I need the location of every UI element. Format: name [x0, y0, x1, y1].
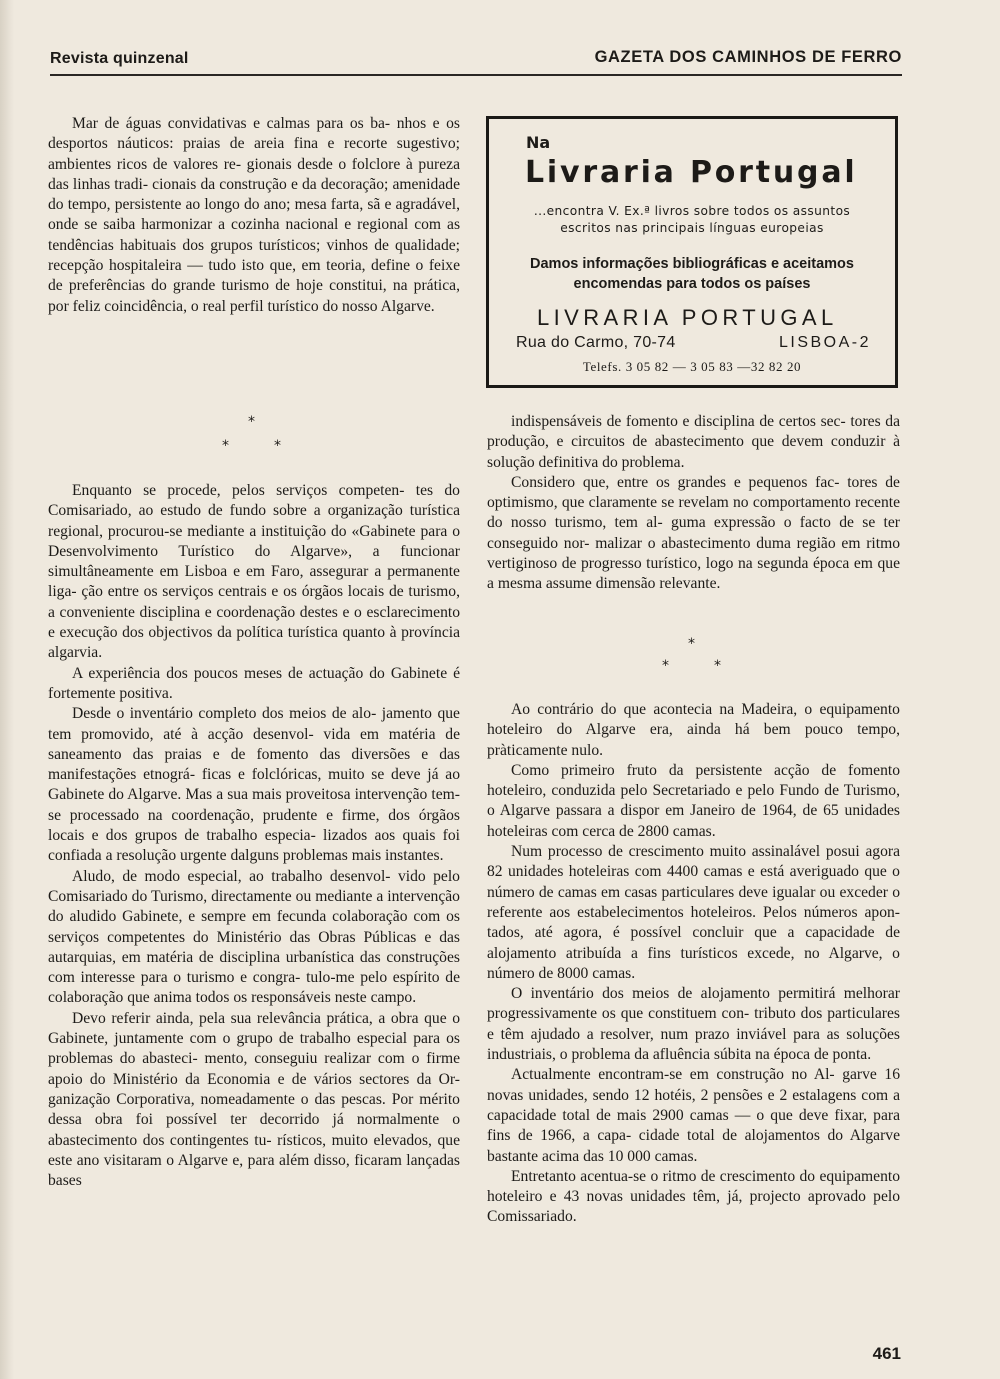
- text-line: época em que a mesma assume dimensão relevante.: [487, 555, 900, 593]
- paragraph: [487, 473, 900, 595]
- paragraph: [487, 984, 900, 1065]
- text-line: Algarve e, para além disso, ficaram lançadas bases: [48, 1151, 460, 1190]
- text-line: Por mérito dessa obra foi possível ter decorrido já: [48, 1090, 460, 1129]
- text-line: tores de optimismo, que claramente se revelam no: [487, 473, 900, 512]
- text-line: em Janeiro de 1964, de 65 unidades hoteleiras com: [487, 802, 900, 840]
- text-line: e está averiguado que o número de camas em casas: [487, 863, 900, 901]
- text-line: cerca de 2800 camas.: [582, 822, 716, 840]
- bookstore-advert: [486, 116, 898, 388]
- text-line: fomento das diversões e das manifestações etnográ-: [48, 745, 461, 784]
- text-line: dos órgãos locais e dos grupos de trabalho especia-: [48, 806, 460, 845]
- text-line: guma expressão o facto de se ter conseguido nor-: [487, 514, 900, 552]
- text-line: nacional e regional com as tendências habituais dos: [48, 216, 461, 254]
- text-line: tores da produção, e circuitos de abastecimento que: [487, 413, 900, 451]
- text-line: fomento hoteleiro, conduzida pelo Secretariado e: [487, 761, 900, 800]
- text-line: num prazo inviável para as soluções industriais, o: [487, 1025, 900, 1064]
- advert-phones: Telefs. 3 05 82 — 3 05 83 —32 82 20: [582, 359, 802, 374]
- separator-star: *: [222, 438, 229, 454]
- advert-na: Na: [526, 133, 551, 152]
- text-line: garve 16 novas unidades, sendo 12 hotéis, 2 pensões: [487, 1066, 900, 1104]
- text-line: malizar o abastecimento duma região em ritmo: [595, 534, 900, 552]
- text-line: Gabinete é fortemente positiva.: [48, 664, 461, 702]
- text-line: e recorte sugestivo; ambientes ricos de valores re-: [48, 135, 460, 173]
- text-line: estabelecimentos hoteleiros. Pelos números apon-: [577, 903, 900, 921]
- text-line: nhos e os desportos náuticos: praias de areia fina: [48, 115, 461, 153]
- text-line: A experiência dos poucos meses de actuação do: [72, 664, 385, 682]
- text-line: camas — o que deve fixar, para fins de 1966, a capa-: [487, 1106, 900, 1145]
- text-line: Considero que, entre os grandes e pequenos fac-: [511, 473, 840, 491]
- section-separator-left: [214, 414, 294, 454]
- paragraph: [487, 1167, 900, 1228]
- text-line: gionais desde o folclore à pureza das linhas tradi-: [48, 155, 460, 193]
- text-line: a instituição do «Gabinete para o Desenvolvimento: [48, 522, 460, 560]
- text-line: e 2 estalagens com a capacidade total de mais 2900: [487, 1086, 900, 1124]
- text-line: pouco tempo, pràticamente nulo.: [487, 721, 900, 759]
- text-line: destes e o esclarecimento e execução dos objectivos: [48, 603, 460, 642]
- text-line: tributo dos particulares e têm ajudado a resolver,: [487, 1005, 900, 1043]
- text-line: O inventário dos meios de alojamento permitirá: [511, 985, 836, 1003]
- paragraph: [48, 664, 460, 705]
- text-line: problema da afluência súbita na época de ponta.: [571, 1046, 872, 1064]
- text-line: construções com interesse para o turismo e congra-: [48, 948, 460, 987]
- advert-line-4: encomendas para todos os países: [573, 276, 811, 292]
- advert-title: Livraria Portugal: [525, 155, 858, 190]
- text-line: ganização Corporativa, nomeadamente o das pescas.: [48, 1090, 386, 1108]
- text-line: normalmente o abastecimento dos contingentes tu-: [48, 1111, 460, 1149]
- separator-star: *: [274, 438, 281, 454]
- text-line: na prática, por feliz coincidência, o real perfil: [48, 277, 460, 315]
- paragraph: [487, 761, 900, 842]
- paragraph: [487, 700, 900, 761]
- text-line: organização turística regional, procurou-se mediante: [48, 502, 460, 540]
- text-line: indispensáveis de fomento e disciplina de certos sec-: [511, 413, 846, 430]
- paragraph: [48, 704, 460, 866]
- running-header: [50, 46, 902, 72]
- text-line: grupos turísticos; vinhos de qualidade; recepção: [48, 236, 460, 275]
- text-line: Devo referir ainda, pela sua relevância prática,: [72, 1009, 373, 1027]
- text-line: vertiginoso de progresso turístico, logo na segunda: [487, 555, 809, 573]
- text-line: hospitaleira — tudo isto que, em teoria, define o feixe: [108, 257, 460, 275]
- separator-star: *: [248, 414, 255, 430]
- text-line: vida em matéria de saneamento das praias e de: [48, 725, 460, 763]
- text-line: posui agora 82 unidades hoteleiras com 4400 camas: [487, 843, 900, 881]
- header-right: GAZETA DOS CAMINHOS DE FERRO: [594, 48, 902, 66]
- left-column-body: [48, 481, 460, 1191]
- advert-line-2: escritos nas principais línguas europeias: [560, 221, 824, 235]
- text-line: equipamento hoteleiro do Algarve era, ainda há bem: [487, 701, 900, 739]
- text-line: Desde o inventário completo dos meios de alo-: [72, 705, 377, 723]
- text-line: Turístico do Algarve», a funcionar simultâneamente: [48, 542, 460, 581]
- paragraph: [48, 481, 460, 664]
- text-line: Como primeiro fruto da persistente acção de: [511, 761, 837, 779]
- left-column-intro: [48, 114, 460, 317]
- advert-address: Rua do Carmo, 70-74: [516, 334, 676, 351]
- text-line: rísticos, muito elevados, que este ano visitaram o: [48, 1131, 460, 1169]
- text-line: cionais da construção e da decoração; amenidade: [152, 175, 460, 193]
- text-line: turístico do nosso Algarve.: [267, 297, 435, 315]
- paragraph: [487, 842, 900, 984]
- text-line: devem conduzir à solução definitiva do problema.: [487, 433, 900, 471]
- advert-city: LISBOA-2: [778, 334, 871, 351]
- text-line: de alojamento atribuída a fins turísticos excede,: [487, 924, 900, 962]
- text-line: de turismo, a conveniente disciplina e coordenação: [48, 583, 460, 621]
- text-line: da política turística quanto à província algarvia.: [48, 624, 460, 662]
- text-line: Actualmente encontram-se em construção no Al-: [511, 1066, 835, 1084]
- page-number: 461: [872, 1344, 901, 1363]
- text-line: tem-se processado na coordenação, prudente e firme,: [48, 786, 460, 824]
- text-line: equipamento hoteleiro e 43 novas unidades têm,: [487, 1167, 900, 1206]
- text-line: Entretanto acentua-se o ritmo de crescimento do: [511, 1167, 816, 1185]
- text-line: Num processo de crescimento muito assinalável: [511, 843, 821, 861]
- paragraph: [487, 412, 900, 473]
- text-line: ção entre os serviços centrais e os órgãos locais: [81, 583, 385, 601]
- paragraph: [487, 1065, 900, 1166]
- text-line: mento, conseguiu realizar com o firme apoio do: [48, 1050, 460, 1088]
- text-line: tulo-me pelo espírito de colaboração que anima todos: [48, 969, 460, 1007]
- page-edge-shadow: [0, 0, 14, 1379]
- text-line: Ministério da Economia e de vários sectores da Or-: [112, 1070, 460, 1088]
- text-line: no Algarve, o número de 8000 camas.: [487, 944, 900, 982]
- text-line: tes do Comisariado, ao estudo de fundo sobre a: [48, 482, 460, 520]
- text-line: lizados aos quais foi confiada a resolução urgente: [48, 827, 460, 865]
- text-line: os responsáveis neste campo.: [233, 989, 417, 1007]
- text-line: sã e agradável, onde se saiba harmonizar a cozinha: [48, 196, 460, 234]
- text-line: comportamento recente do nosso turismo, tem al-: [487, 494, 901, 532]
- text-line: Ao contrário do que acontecia na Madeira, o: [511, 701, 813, 718]
- advert-line-3: Damos informações bibliográficas e aceitamos: [530, 256, 854, 272]
- text-line: do Algarve. Mas a sua mais proveitosa intervenção: [108, 786, 428, 804]
- advert-store-name: LIVRARIA PORTUGAL: [537, 305, 838, 330]
- text-line: melhorar progressivamente os que constituem con-: [487, 985, 900, 1023]
- paragraph: [48, 114, 460, 317]
- text-line: particulares deve igualar ou exceder o referente aos: [487, 883, 901, 921]
- paragraph: [48, 867, 460, 1009]
- text-line: já, projecto aprovado pelo Comissariado.: [487, 1188, 901, 1226]
- text-line: Enquanto se procede, pelos serviços competen-: [72, 482, 405, 499]
- header-rule: [50, 74, 902, 76]
- text-line: Mar de águas convidativas e calmas para os ba-: [72, 115, 391, 132]
- text-line: Aludo, de modo especial, ao trabalho desenvol-: [72, 867, 391, 885]
- text-line: de trabalho especial para os problemas do abasteci-: [48, 1030, 460, 1068]
- text-line: pelo Fundo de Turismo, o Algarve passara a dispor: [487, 782, 900, 820]
- separator-star: *: [714, 658, 721, 674]
- text-line: vido pelo Comisariado do Turismo, directamente: [48, 867, 460, 905]
- text-line: cidade total de alojamentos do Algarve bastante: [487, 1127, 901, 1165]
- text-line: do tempo, persistente ao longo do ano; mesa farta,: [48, 196, 364, 214]
- separator-star: *: [688, 636, 695, 652]
- text-line: sempre em fecunda colaboração com os serviços: [48, 908, 460, 946]
- text-line: competentes do Ministério das Obras Públicas e das: [107, 928, 460, 946]
- header-left: Revista quinzenal: [50, 50, 189, 67]
- section-separator-right: [654, 636, 734, 676]
- right-column-top: [487, 412, 900, 595]
- paragraph: [48, 1009, 460, 1192]
- text-line: autarquias, em matéria de disciplina urbanística das: [48, 948, 381, 966]
- right-column-bottom: [487, 700, 900, 1228]
- text-line: ficas e folclóricas, muito se deve já ao Gabinete: [48, 766, 460, 804]
- text-line: ou mediante a intervenção do aludido Gabinete, e: [48, 887, 460, 926]
- separator-star: *: [662, 658, 669, 674]
- text-line: dalguns problemas mais instantes.: [230, 847, 444, 865]
- text-line: tados, até agora, é possível concluir que a capacidade: [487, 924, 875, 942]
- text-line: acima das 10 000 camas.: [542, 1147, 698, 1165]
- text-line: em Lisboa e em Faro, assegurar a permanente liga-: [48, 563, 460, 601]
- text-line: de preferências do grande turismo de hoje constitui,: [48, 277, 387, 295]
- text-line: jamento que tem promovido, até à acção desenvol-: [48, 705, 460, 743]
- text-line: a obra que o Gabinete, juntamente com o grupo: [48, 1009, 461, 1048]
- advert-line-1: ...encontra V. Ex.ª livros sobre todos os assuntos: [533, 204, 851, 218]
